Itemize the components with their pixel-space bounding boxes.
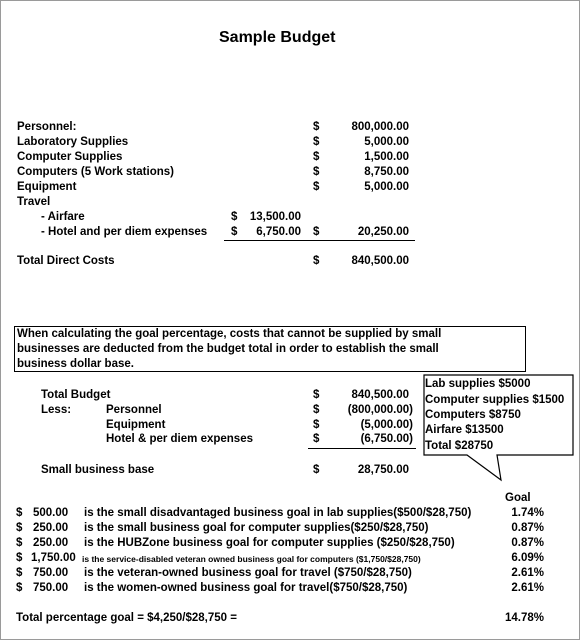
goal-text: is the women-owned business goal for travel($750/$28,750) (84, 582, 408, 594)
goal-text: is the small business goal for computer supplies($250/$28,750) (84, 522, 429, 534)
goal-pct: 2.61% (511, 582, 544, 594)
budget-item-label: Computers (5 Work stations) (17, 166, 174, 178)
callout-line: Lab supplies $5000 (425, 378, 531, 390)
goal-amount: 750.00 (33, 582, 69, 594)
total-direct-dollar: $ (313, 255, 320, 267)
note-line: business dollar base. (17, 358, 134, 370)
goal-text: is the service-disabled veteran owned business goal for computers ($1,750/$28,750) (82, 554, 421, 564)
budget-item-label: Equipment (17, 181, 77, 193)
goal-pct: 0.87% (511, 537, 544, 549)
airfare-amount: 13,500.00 (249, 211, 301, 223)
budget-item-dollar: $ (313, 181, 320, 193)
goal-amount: 250.00 (33, 522, 69, 534)
total-goal-label: Total percentage goal = $4,250/$28,750 = (16, 612, 237, 624)
less-total-rule (308, 448, 416, 449)
total-goal-pct: 14.78% (504, 612, 544, 624)
goal-dollar: $ (16, 537, 23, 549)
budget-item-dollar: $ (313, 121, 320, 133)
total-direct-amount: 840,500.00 (351, 255, 409, 267)
total-budget-amount: 840,500.00 (351, 389, 409, 401)
goal-amount: 1,750.00 (31, 552, 76, 564)
goal-text: is the veteran-owned business goal for travel ($750/$28,750) (84, 567, 412, 579)
goal-pct: 2.61% (511, 567, 544, 579)
less-item-dollar: $ (313, 433, 320, 445)
callout-line: Airfare $13500 (425, 424, 504, 436)
note-line: businesses are deducted from the budget total in order to establish the small (17, 343, 439, 355)
goal-amount: 500.00 (33, 507, 69, 519)
base-dollar: $ (313, 464, 320, 476)
airfare-label: - Airfare (41, 211, 85, 223)
less-item-amount: (5,000.00) (360, 419, 413, 431)
total-direct-label: Total Direct Costs (17, 255, 115, 267)
note-line: When calculating the goal percentage, costs that cannot be supplied by small (17, 328, 442, 340)
less-label: Less: (41, 404, 72, 416)
airfare-dollar: $ (231, 211, 238, 223)
travel-total-rule (224, 240, 415, 241)
budget-item-label: Personnel: (17, 121, 77, 133)
hotel-dollar: $ (231, 226, 238, 238)
goal-dollar: $ (16, 567, 23, 579)
less-item-amount: (800,000.00) (347, 404, 413, 416)
goal-text: is the HUBZone business goal for computer supplies ($250/$28,750) (84, 537, 455, 549)
goal-pct: 6.09% (511, 552, 544, 564)
budget-item-label: Laboratory Supplies (17, 136, 129, 148)
base-label: Small business base (41, 464, 155, 476)
less-item-label: Personnel (106, 404, 162, 416)
travel-total-dollar: $ (313, 226, 320, 238)
goal-text: is the small disadvantaged business goal in lab supplies($500/$28,750) (84, 507, 472, 519)
budget-item-amount: 5,000.00 (364, 136, 409, 148)
total-budget-dollar: $ (313, 389, 320, 401)
travel-label: Travel (17, 196, 51, 208)
goal-dollar: $ (16, 507, 23, 519)
goal-dollar: $ (16, 582, 23, 594)
callout-line: Computer supplies $1500 (425, 394, 565, 406)
budget-item-amount: 5,000.00 (364, 181, 409, 193)
goal-dollar: $ (16, 552, 23, 564)
callout-line: Total $28750 (425, 440, 494, 452)
budget-item-amount: 8,750.00 (364, 166, 409, 178)
goal-pct: 0.87% (511, 522, 544, 534)
less-item-label: Equipment (106, 419, 166, 431)
less-item-amount: (6,750.00) (360, 433, 413, 445)
callout-line: Computers $8750 (425, 409, 521, 421)
goal-pct: 1.74% (511, 507, 544, 519)
hotel-label: - Hotel and per diem expenses (41, 226, 208, 238)
goal-amount: 750.00 (33, 567, 69, 579)
budget-item-dollar: $ (313, 136, 320, 148)
budget-item-amount: 800,000.00 (351, 121, 409, 133)
travel-total-amount: 20,250.00 (357, 226, 409, 238)
note-box (14, 326, 526, 372)
budget-item-dollar: $ (313, 151, 320, 163)
page-title: Sample Budget (219, 29, 336, 46)
base-amount: 28,750.00 (357, 464, 409, 476)
less-item-dollar: $ (313, 419, 320, 431)
less-item-label: Hotel & per diem expenses (106, 433, 253, 445)
goal-amount: 250.00 (33, 537, 69, 549)
budget-item-label: Computer Supplies (17, 151, 123, 163)
total-budget-label: Total Budget (41, 389, 111, 401)
budget-item-amount: 1,500.00 (364, 151, 409, 163)
hotel-amount: 6,750.00 (256, 226, 301, 238)
goal-header: Goal (505, 492, 531, 504)
goal-dollar: $ (16, 522, 23, 534)
less-item-dollar: $ (313, 404, 320, 416)
budget-item-dollar: $ (313, 166, 320, 178)
